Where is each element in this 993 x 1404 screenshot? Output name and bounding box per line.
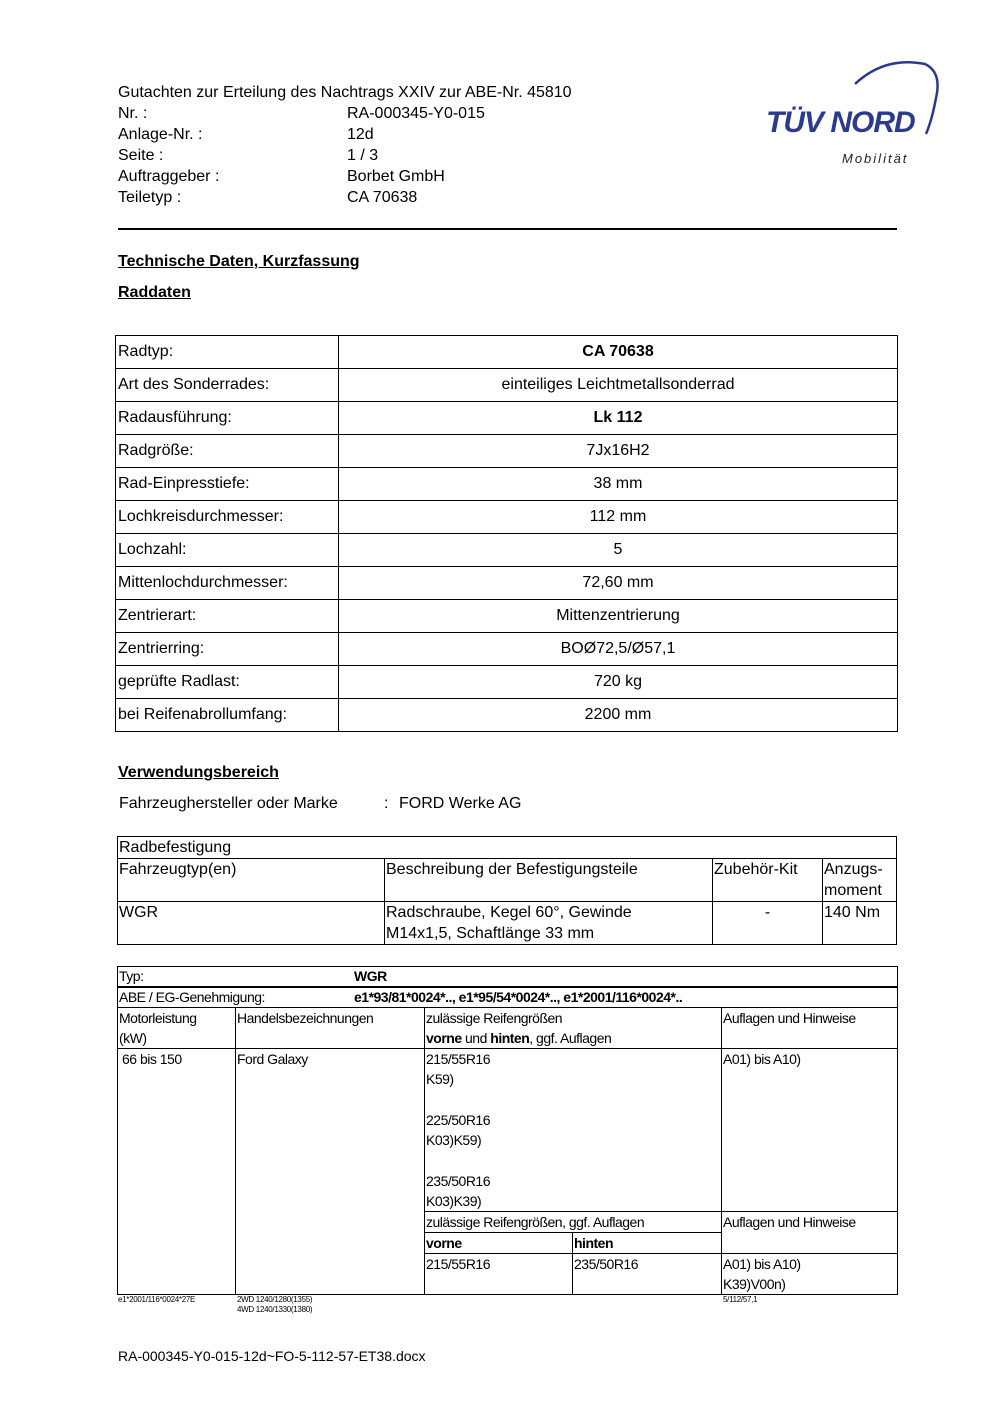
manufacturer-value: FORD Werke AG bbox=[399, 795, 522, 812]
table-row: ABE / EG-Genehmigung: e1*93/81*0024*.., e1*95/54*0024*.., e1*2001/116*0024*.. bbox=[118, 987, 898, 1008]
table-row: Lochzahl: 5 bbox=[116, 534, 898, 567]
document-filename: RA-000345-Y0-015-12d~FO-5-112-57-ET38.docx bbox=[118, 1348, 426, 1364]
table-row: 215/55R16 235/50R16 A01) bis A10) K39)V00n) bbox=[118, 1254, 898, 1295]
table-row: Radtyp: CA 70638 bbox=[116, 336, 898, 369]
table-row: Rad-Einpresstiefe: 38 mm bbox=[116, 468, 898, 501]
section-technical-data: Technische Daten, Kurzfassung bbox=[118, 253, 360, 270]
wheel-data-table bbox=[115, 335, 898, 732]
footnote-pcd: 5/112/57,1 bbox=[723, 1295, 758, 1304]
table-row: Radgröße: 7Jx16H2 bbox=[116, 435, 898, 468]
table-row: vorne hinten bbox=[118, 1233, 898, 1254]
table-row: zulässige Reifengrößen, ggf. Auflagen Auflagen und Hinweise bbox=[118, 1212, 898, 1233]
table-row: 66 bis 150 Ford Galaxy 215/55R16 K59) 225/50R16 K03)K59) 235/50R16 K03)K39) A01) bis A10) bbox=[118, 1049, 898, 1212]
logo-wordmark: TÜV NORD bbox=[766, 106, 915, 139]
table-row: Zentrierring: BOØ72,5/Ø57,1 bbox=[116, 633, 898, 666]
table-row: Fahrzeugtyp(en) Beschreibung der Befestigungsteile Zubehör-Kit Anzugs- moment bbox=[118, 859, 897, 902]
footnote-loads-2wd: 2WD 1240/1280(1355) bbox=[237, 1295, 313, 1304]
manufacturer-sep: : bbox=[384, 795, 389, 812]
table-row: Typ: WGR bbox=[118, 967, 898, 988]
table-row: geprüfte Radlast: 720 kg bbox=[116, 666, 898, 699]
table-row: Radausführung: Lk 112 bbox=[116, 402, 898, 435]
manufacturer-line bbox=[119, 795, 522, 813]
table-row: Art des Sonderrades: einteiliges Leichtmetallsonderrad bbox=[116, 369, 898, 402]
table-row: Zentrierart: Mittenzentrierung bbox=[116, 600, 898, 633]
table-row: Radbefestigung bbox=[118, 837, 897, 859]
table-row: Mittenlochdurchmesser: 72,60 mm bbox=[116, 567, 898, 600]
logo-subtitle: Mobilität bbox=[842, 151, 909, 166]
table-row: Lochkreisdurchmesser: 112 mm bbox=[116, 501, 898, 534]
report-title: Gutachten zur Erteilung des Nachtrags XXIV zur ABE-Nr. 45810 bbox=[118, 84, 572, 101]
manufacturer-label: Fahrzeughersteller oder Marke bbox=[119, 795, 338, 812]
footnote-loads-4wd: 4WD 1240/1330(1380) bbox=[237, 1305, 313, 1314]
wheel-fixing-table bbox=[117, 836, 897, 945]
table-row: Motorleistung (kW) Handelsbezeichnungen zulässige Reifengrößen vorne und hinten, ggf. Auflagen Auflagen und Hinweise bbox=[118, 1008, 898, 1049]
section-wheel-data: Raddaten bbox=[118, 284, 191, 301]
header-divider bbox=[118, 228, 897, 230]
tuv-nord-logo bbox=[760, 58, 940, 173]
footnote-abe: e1*2001/116*0024*27E bbox=[118, 1295, 196, 1304]
section-application: Verwendungsbereich bbox=[118, 764, 279, 781]
type-approval-table bbox=[117, 966, 898, 1295]
table-row: WGR Radschraube, Kegel 60°, Gewinde M14x1,5, Schaftlänge 33 mm - 140 Nm bbox=[118, 902, 897, 945]
table-row: bei Reifenabrollumfang: 2200 mm bbox=[116, 699, 898, 732]
